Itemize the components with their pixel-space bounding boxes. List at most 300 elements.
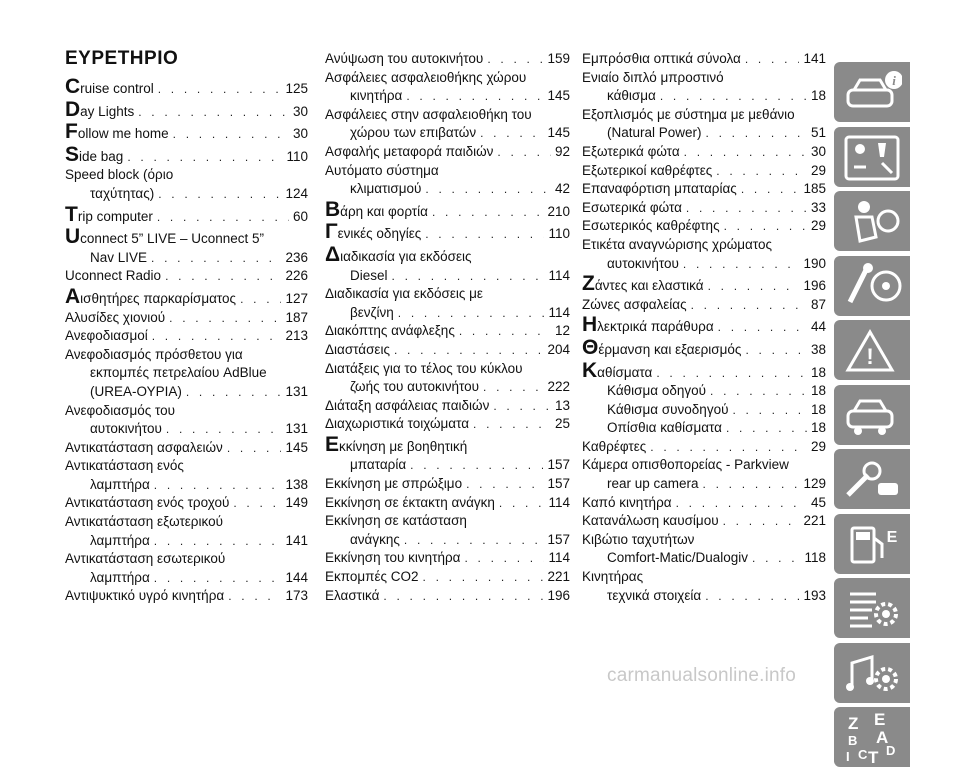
index-entry: [582, 494, 826, 513]
entry-text-rest: αθίσματα: [597, 364, 653, 380]
entry-text-rest: άντες και ελαστικά: [594, 278, 704, 294]
index-entry: [65, 97, 308, 122]
index-entry: [325, 360, 570, 397]
entry-text: Comfort-Matic/Dualogiv: [607, 550, 749, 566]
fuel-settings-icon: [842, 520, 902, 568]
index-entry: [325, 162, 570, 199]
entry-text: Ανύψωση του αυτοκινήτου: [325, 51, 484, 66]
document-settings-icon: [842, 584, 902, 632]
index-entry: [582, 313, 826, 337]
entry-text: Κάθισμα οδηγού: [607, 383, 706, 399]
dot-leader: [165, 267, 281, 286]
index-entry: [65, 120, 308, 144]
entry-text-rest: ιαδικασία για εκδόσεις: [340, 248, 472, 264]
index-entry: [582, 217, 826, 236]
entry-text: λαμπτήρα: [90, 532, 150, 548]
dot-leader: [406, 87, 543, 106]
entry-text: αυτοκινήτου: [90, 421, 162, 437]
entry-text: Ανεφοδιασμός του: [65, 402, 176, 418]
page-number: 196: [547, 587, 570, 603]
dot-leader: [703, 475, 800, 494]
index-column-3: [582, 50, 826, 605]
entry-text: Εσωτερικός καθρέφτης: [582, 218, 720, 234]
svg-text:!: !: [866, 344, 874, 369]
index-entry: [582, 199, 826, 218]
page-number: 30: [292, 103, 308, 119]
page-number: 193: [803, 587, 826, 603]
index-entry: [582, 143, 826, 162]
page-number: 157: [547, 457, 570, 473]
page-number: 145: [285, 439, 308, 455]
page-number: 45: [810, 494, 826, 510]
page-number: 114: [548, 550, 570, 566]
entry-text: [325, 220, 422, 244]
dot-leader: [154, 476, 282, 495]
dot-leader: [425, 180, 551, 199]
dot-leader: [423, 568, 544, 587]
page-number: 33: [810, 199, 826, 215]
dot-leader: [410, 456, 543, 475]
dot-leader: [724, 217, 807, 236]
entry-initial: Θ: [582, 335, 599, 359]
section-tab[interactable]: [834, 191, 910, 251]
entry-text: (UREA-ΟΥΡΙΑ): [90, 383, 182, 399]
entry-text: [325, 242, 472, 266]
entry-text: αυτοκινήτου: [607, 255, 679, 271]
entry-text: Αντιψυκτικό υγρό κινητήρα: [65, 588, 225, 604]
index-entry: [325, 512, 570, 549]
svg-text:E: E: [874, 710, 886, 729]
page-number: 44: [810, 319, 826, 335]
page-number: 196: [803, 278, 826, 294]
page-number: 25: [554, 416, 570, 432]
car-info-icon: [842, 68, 902, 116]
page-number: 185: [803, 181, 826, 197]
dot-leader: [138, 103, 289, 122]
section-tab[interactable]: [834, 385, 910, 445]
dot-leader: [473, 415, 551, 434]
dot-leader: [466, 475, 543, 494]
section-tab[interactable]: [834, 449, 910, 509]
page-number: 131: [285, 383, 308, 399]
index-entry: [582, 236, 826, 273]
svg-text:i: i: [892, 73, 896, 88]
entry-text: Κατανάλωση καυσίμου: [582, 513, 719, 529]
page-number: 29: [810, 218, 826, 234]
entry-text: [582, 358, 653, 383]
dot-leader: [660, 87, 807, 106]
index-entry: [582, 69, 826, 106]
entry-text: Επαναφόρτιση μπαταρίας: [582, 181, 737, 197]
page-number: 213: [285, 328, 308, 344]
entry-text: [325, 432, 468, 456]
page-number: 145: [547, 125, 570, 141]
entry-initial: Ε: [325, 432, 340, 456]
dot-leader: [227, 439, 282, 458]
dot-leader: [169, 309, 281, 328]
entry-text: Εμπρόσθια οπτικά σύνολα: [582, 51, 741, 66]
watermark: carmanualsonline.info: [607, 665, 797, 686]
entry-text: [65, 202, 153, 227]
page-number: 157: [547, 476, 570, 492]
entry-text: κάθισμα: [607, 88, 656, 104]
entry-text: Αντικατάσταση ασφαλειών: [65, 439, 223, 455]
index-entry: [65, 494, 308, 513]
dot-leader: [173, 125, 289, 144]
index-entry: [582, 568, 826, 605]
entry-text: (Natural Power): [607, 125, 702, 141]
entry-initial: Γ: [325, 220, 338, 244]
entry-text: Καθρέφτες: [582, 438, 647, 454]
page-number: 87: [810, 296, 826, 312]
dot-leader: [497, 143, 551, 162]
index-entry: [65, 439, 308, 458]
index-entry: [65, 587, 308, 606]
entry-text: Ασφαλής μεταφορά παιδιών: [325, 143, 494, 159]
page-number: 125: [285, 81, 308, 96]
page-number: 12: [554, 323, 570, 339]
index-entry: [582, 419, 826, 438]
dot-leader: [459, 322, 551, 341]
dot-leader: [392, 267, 545, 286]
dot-leader: [745, 50, 800, 69]
svg-text:C: C: [858, 747, 868, 762]
page-number: 187: [285, 309, 308, 325]
index-entry: [65, 402, 308, 439]
dot-leader: [158, 185, 281, 204]
entry-text: Αντικατάσταση εξωτερικού: [65, 514, 223, 530]
entry-initial: Β: [325, 197, 341, 221]
page-number: 190: [803, 255, 826, 271]
page-number: 18: [810, 401, 826, 417]
entry-text: [582, 272, 704, 296]
entry-text: Αντικατάσταση εσωτερικού: [65, 551, 226, 567]
entry-initial: C: [65, 75, 81, 98]
page-heading: ΕΥΡΕΤΗΡΙΟ: [65, 48, 179, 69]
entry-text: κινητήρα: [350, 88, 403, 104]
page-number: 13: [554, 397, 570, 413]
entry-text: λαμπτήρα: [90, 476, 150, 492]
entry-text: Οπίσθια καθίσματα: [607, 420, 722, 436]
entry-text: λαμπτήρα: [90, 569, 150, 585]
entry-text: Εκκίνηση του κινητήρα: [325, 550, 461, 566]
index-entry: [325, 69, 570, 106]
page-number: 29: [810, 438, 826, 454]
entry-initial: Α: [65, 284, 81, 308]
index-entry: [325, 242, 570, 285]
page-number: 149: [285, 495, 308, 511]
index-entry: [582, 106, 826, 143]
entry-text: [65, 225, 265, 249]
page-number: 145: [547, 88, 570, 104]
entry-text: ζωής του αυτοκινήτου: [350, 379, 480, 395]
entry-text: τεχνικά στοιχεία: [607, 587, 702, 603]
dot-leader: [154, 569, 282, 588]
section-tab[interactable]: [834, 256, 910, 316]
page-number: 18: [810, 383, 826, 399]
dot-leader: [157, 208, 289, 227]
page-number: 114: [548, 267, 570, 283]
index-column-1: [65, 76, 308, 606]
dot-leader: [425, 225, 544, 244]
dot-leader: [741, 180, 800, 199]
entry-text: [65, 142, 124, 167]
index-entry: [65, 166, 308, 203]
entry-initial: Δ: [325, 242, 341, 266]
entry-text: [582, 313, 714, 337]
entry-text: Κιβώτιο ταχυτήτων: [582, 531, 695, 547]
entry-text-rest: ide bag: [79, 148, 124, 164]
page-number: 92: [554, 143, 570, 159]
index-entry: [325, 549, 570, 568]
airbag-seat-icon: [842, 197, 902, 245]
page-number: 159: [547, 51, 570, 66]
index-entry: [582, 456, 826, 493]
entry-text: Αντικατάσταση ενός τροχού: [65, 495, 230, 511]
dot-leader: [499, 494, 545, 513]
page-number: 204: [547, 341, 570, 357]
index-entry: [582, 358, 826, 383]
dot-leader: [154, 532, 282, 551]
entry-initial: Ζ: [582, 272, 595, 296]
page-number: 18: [810, 88, 826, 104]
entry-text: Ασφάλειες στην ασφαλειοθήκη του: [325, 106, 532, 122]
dot-leader: [493, 397, 551, 416]
dot-leader: [152, 327, 282, 346]
entry-text: Diesel: [350, 267, 388, 283]
page-number: 124: [285, 185, 308, 201]
entry-text: [65, 75, 154, 99]
entry-initial: D: [65, 97, 81, 121]
entry-text: Ανεφοδιασμοί: [65, 328, 148, 344]
section-tabs: [834, 62, 910, 772]
dot-leader: [166, 420, 282, 439]
index-entry: [65, 267, 308, 286]
entry-text: Καπό κινητήρα: [582, 494, 672, 510]
dot-leader: [723, 512, 800, 531]
index-entry: [325, 220, 570, 244]
page-number: 114: [548, 494, 570, 510]
entry-initial: U: [65, 225, 81, 249]
svg-text:A: A: [876, 728, 889, 747]
page-number: 18: [810, 364, 826, 380]
page-number: 114: [548, 304, 570, 320]
dot-leader: [186, 383, 282, 402]
page-number: 110: [286, 148, 308, 164]
page-number: 38: [810, 341, 826, 357]
dot-leader: [228, 587, 281, 606]
entry-text: Αντικατάσταση ενός: [65, 458, 184, 474]
section-tab[interactable]: [834, 514, 910, 574]
page-number: 18: [810, 420, 826, 436]
entry-text: Κάμερα οπισθοπορείας - Parkview: [582, 457, 789, 473]
entry-text-rest: ισθητήρες παρκαρίσματος: [80, 290, 237, 306]
entry-text: ταχύτητας): [90, 185, 155, 201]
dot-leader: [487, 50, 543, 69]
page-number: 42: [554, 181, 570, 197]
page-number: 30: [292, 126, 308, 142]
section-tab[interactable]: [834, 127, 910, 187]
dot-leader: [483, 378, 543, 397]
entry-text-rest: έρμανση και εξαερισμός: [598, 341, 742, 357]
section-tab[interactable]: [834, 707, 910, 767]
page-number: 138: [285, 476, 308, 492]
dot-leader: [233, 494, 281, 513]
index-entry: [325, 322, 570, 341]
index-entry: [325, 587, 570, 606]
entry-text: Αυτόματο σύστημα: [325, 162, 439, 178]
index-letters-icon: [838, 709, 904, 767]
svg-text:Z: Z: [848, 714, 859, 733]
index-entry: [325, 494, 570, 513]
entry-text: Εσωτερικά φώτα: [582, 199, 682, 215]
page-number: 210: [547, 203, 570, 219]
entry-text-rest: λεκτρικά παράθυρα: [597, 319, 714, 335]
entry-text: μπαταρία: [350, 457, 407, 473]
page-number: 30: [810, 143, 826, 159]
entry-text: Ενιαίο διπλό μπροστινό: [582, 69, 724, 85]
entry-text: Εκκίνηση με σπρώξιμο: [325, 476, 463, 492]
index-entry: [325, 432, 570, 475]
index-entry: [65, 550, 308, 587]
page-number: 29: [810, 162, 826, 178]
index-entry: [325, 475, 570, 494]
entry-text: rear up camera: [607, 476, 699, 492]
entry-text: Διάταξη ασφάλειας παιδιών: [325, 397, 490, 413]
index-entry: [325, 106, 570, 143]
entry-text: [65, 97, 135, 122]
dot-leader: [383, 587, 543, 606]
svg-text:I: I: [846, 749, 850, 764]
entry-text: εκπομπές πετρελαίου AdBlue: [90, 365, 267, 381]
dot-leader: [726, 419, 807, 438]
page-number: 127: [285, 290, 308, 306]
dot-leader: [158, 80, 282, 99]
index-entry: [65, 284, 308, 309]
entry-text: [325, 197, 428, 222]
entry-text-rest: κκίνηση με βοηθητική: [339, 438, 468, 454]
index-entry: [325, 397, 570, 416]
index-entry: [325, 50, 570, 69]
page-number: 141: [285, 532, 308, 548]
index-entry: [65, 309, 308, 328]
svg-text:D: D: [886, 743, 896, 758]
entry-text: Αλυσίδες χιονιού: [65, 309, 166, 325]
section-tab[interactable]: [834, 643, 910, 703]
entry-text: Εκκίνηση σε κατάσταση: [325, 513, 467, 529]
entry-text: Speed block (όριο: [65, 167, 174, 183]
entry-text: Εκπομπές CO2: [325, 569, 419, 585]
entry-text: Εξοπλισμός με σύστημα με μεθάνιο: [582, 106, 795, 122]
entry-text: Διακόπτης ανάφλεξης: [325, 323, 455, 339]
dot-leader: [691, 296, 807, 315]
index-entry: [582, 382, 826, 401]
entry-text: κλιματισμού: [350, 181, 422, 197]
page-number: 221: [547, 569, 570, 585]
section-tab[interactable]: [834, 320, 910, 380]
index-entry: [325, 568, 570, 587]
page-number: 226: [285, 268, 308, 284]
entry-text: ανάγκης: [350, 531, 400, 547]
index-entry: [582, 272, 826, 296]
dot-leader: [718, 318, 807, 337]
dot-leader: [650, 438, 807, 457]
entry-text: [65, 284, 237, 309]
index-entry: [65, 225, 308, 267]
dot-leader: [464, 549, 544, 568]
page-number: 60: [292, 208, 308, 224]
page-number: 144: [285, 569, 308, 585]
index-entry: [325, 341, 570, 360]
dot-leader: [432, 203, 544, 222]
page-number: 222: [547, 379, 570, 395]
entry-text: Διατάξεις για το τέλος του κύκλου: [325, 360, 523, 376]
entry-text: Κινητήρας: [582, 569, 644, 585]
index-entry: [65, 513, 308, 550]
page-number: 131: [285, 421, 308, 437]
entry-text: Κάθισμα συνοδηγού: [607, 401, 729, 417]
index-entry: [582, 438, 826, 457]
index-entry: [582, 296, 826, 315]
index-entry: [65, 346, 308, 402]
index-entry: [65, 202, 308, 227]
entry-text-rest: ollow me home: [77, 126, 169, 142]
entry-text: Ζώνες ασφαλείας: [582, 296, 687, 312]
entry-initial: Η: [582, 313, 598, 337]
index-entry: [582, 531, 826, 568]
entry-text: Διαδικασία για εκδόσεις με: [325, 286, 483, 302]
wrench-car-icon: [842, 455, 902, 503]
dot-leader: [683, 255, 800, 274]
index-entry: [325, 285, 570, 322]
dot-leader: [676, 494, 807, 513]
dot-leader: [732, 401, 807, 420]
dot-leader: [708, 277, 800, 296]
entry-text: Διαχωριστικά τοιχώματα: [325, 416, 470, 432]
entry-text: Uconnect Radio: [65, 268, 162, 284]
entry-text: [582, 335, 742, 360]
media-settings-icon: [842, 649, 902, 697]
index-entry: [582, 335, 826, 360]
dot-leader: [705, 587, 799, 606]
index-entry: [582, 512, 826, 531]
page-number: 118: [804, 550, 826, 566]
dot-leader: [716, 162, 807, 181]
index-entry: [325, 143, 570, 162]
entry-text: Ασφάλειες ασφαλειοθήκης χώρου: [325, 69, 527, 85]
dot-leader: [684, 143, 807, 162]
dashboard-lights-icon: [842, 133, 902, 181]
steering-key-icon: [842, 262, 902, 310]
entry-text: Διαστάσεις: [325, 341, 390, 357]
page-number: 221: [803, 513, 826, 529]
section-tab[interactable]: [834, 578, 910, 638]
entry-initial: Κ: [582, 358, 598, 382]
car-service-icon: [842, 391, 902, 439]
index-entry: [325, 415, 570, 434]
index-column-2: [325, 50, 570, 605]
entry-initial: S: [65, 142, 80, 166]
entry-text: Εκκίνηση σε έκτακτη ανάγκη: [325, 494, 495, 510]
svg-text:E: E: [886, 528, 898, 546]
index-entry: [582, 180, 826, 199]
page-number: 141: [803, 51, 826, 66]
dot-leader: [745, 341, 807, 360]
section-tab[interactable]: [834, 62, 910, 122]
page-number: 236: [285, 249, 308, 265]
entry-text: Nav LIVE: [90, 249, 148, 265]
index-entry: [325, 197, 570, 222]
